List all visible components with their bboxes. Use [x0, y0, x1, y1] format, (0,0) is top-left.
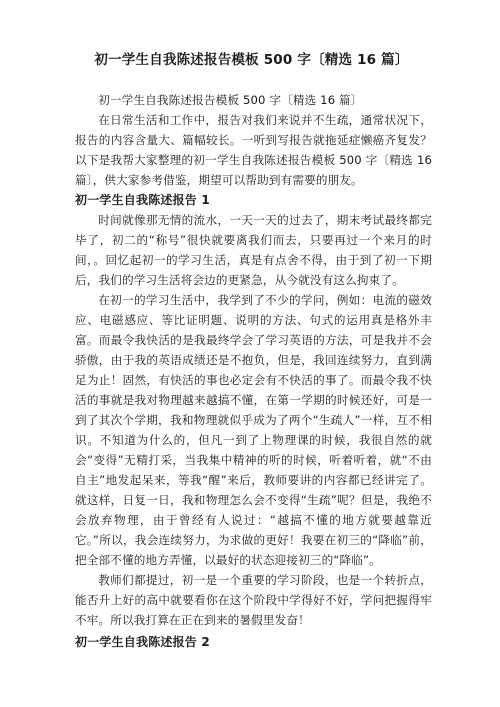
section-heading-2: 初一学生自我陈述报告 2 [75, 635, 210, 649]
document-title: 初一学生自我陈述报告模板 500 字〔精选 16 篇〕 [94, 52, 409, 68]
section-heading-1: 初一学生自我陈述报告 1 [75, 193, 210, 207]
section-1-paragraph-3: 教师们都提过，初一是一个重要的学习阶段，也是一个转折点，能否升上好的高中就要看你在这个阶段中学得好不好，学问把握得牢不牢。所以我打算在正在到来的暑假里发奋！ [75, 573, 432, 627]
intro-paragraph: 在日常生活和工作中，报告对我们来说并不生疏，通常状况下，报告的内容含量大、篇幅较长。一听到写报告就拖延症懒癌齐复发？以下是我帮大家整理的初一学生自我陈述报告模板 500 字〔精选 16篇〕，供大家参考借鉴，期望可以帮助到有需要的朋友。 [75, 113, 432, 187]
intro-subtitle: 初一学生自我陈述报告模板 500 字〔精选 16 篇〕 [98, 93, 363, 107]
section-1-paragraph-1: 时间就像那无情的流水，一天一天的过去了，期末考试最终都完毕了，初二的“称号”很快就要离我们而去，只要再过一个来月的时间，。回忆起初一的学习生活，真是有点舍不得，由于到了初一下期后，我们的学习生活将会边的更紧急，从今就没有这么拘束了。 [75, 213, 432, 287]
section-1-paragraph-2: 在初一的学习生活中，我学到了不少的学问，例如：电流的磁效应、电磁感应、等比证明题、说明的方法、句式的运用真是格外丰富。而最令我快活的是我最终学会了学习英语的方法，可是我并不会骄傲，由于我的英语成绩还是不抱负，但是，我回连续努力，直到满足为止！固然，有快活的事也必定会有不快活的事了。而最令我不快活的事就是我对物理越来越搞不懂，在第一学期的时候还好，可是一到了其次个学期，我和物理就似乎成为了两个“生疏人”一样，互不相识。不知道为什么的，但凡一到了上物理课的时候，我很自然的就会“变得”无精打采，当我集中精神的听的时候，听着听着，就“不由自主”地发起呆来，等我“醒”来后，教师要讲的内容都已经讲完了。就这样，日复一日，我和物理怎么会不变得“生疏”呢？但是，我绝不会放弃物理，由于曾经有人说过：“越搞不懂的地方就要越靠近它。”所以，我会连续努力，为求做的更好！我要在初三的“降临”前，把全部不懂的地方弄懂，以最好的状态迎接初三的“降临”。 [75, 293, 432, 567]
